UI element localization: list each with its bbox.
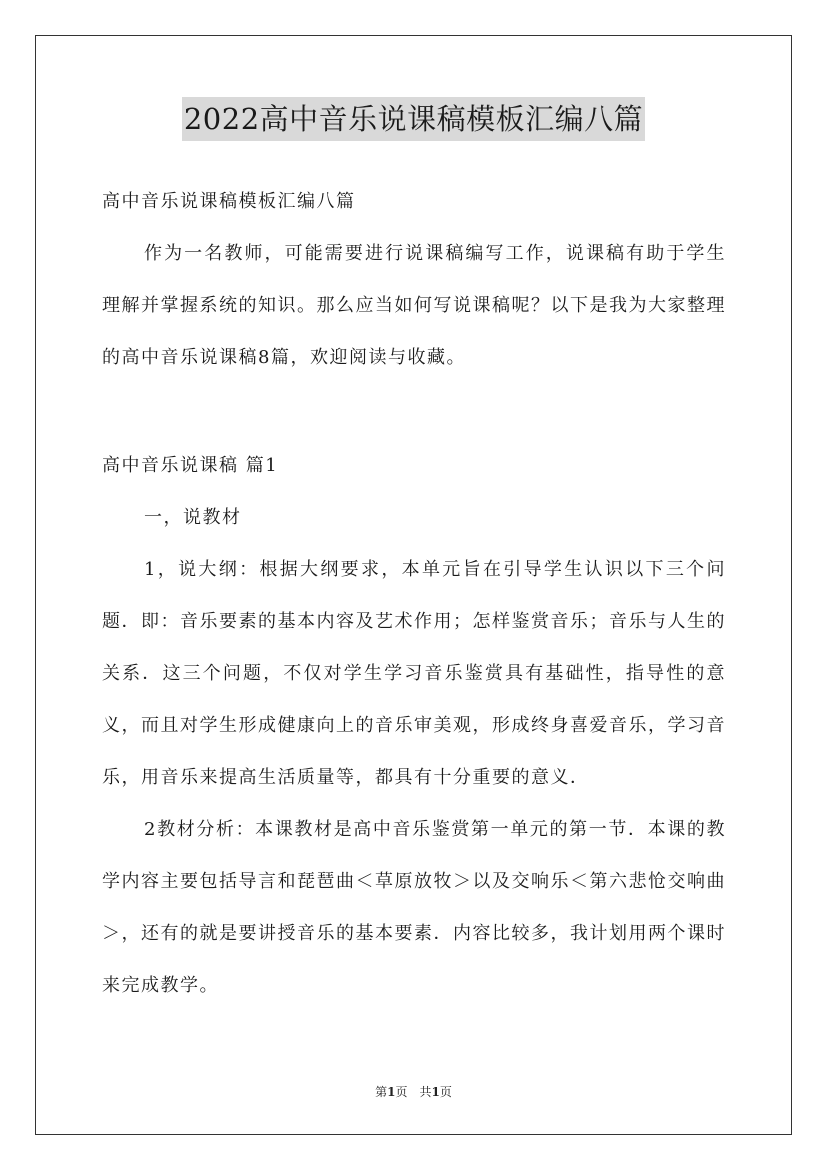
document-subtitle: 高中音乐说课稿模板汇编八篇 [102,191,356,212]
footer-suffix: 页 [439,1085,452,1099]
section-gap [102,384,726,440]
body-paragraph-1: 1，说大纲：根据大纲要求，本单元旨在引导学生认识以下三个问题．即：音乐要素的基本内容及艺术作用；怎样鉴赏音乐；音乐与人生的关系．这三个问题，不仅对学生学习音乐鉴赏具有基础性，指导性的意义，而且对学生形成健康向上的音乐审美观，形成终身喜爱音乐，学习音乐，用音乐来提高生活质量等，都具有十分重要的意义． [102,559,726,788]
title-container [0,97,827,141]
footer-prefix: 第 [375,1085,388,1099]
footer-page-total: 1 [431,1085,440,1099]
section-heading: 高中音乐说课稿 篇1 [102,455,279,476]
footer-page-current: 1 [387,1085,396,1099]
footer-mid: 页 共 [395,1085,432,1099]
body-paragraph-2: 2教材分析：本课教材是高中音乐鉴赏第一单元的第一节．本课的教学内容主要包括导言和琵琶曲＜草原放牧＞以及交响乐＜第六悲怆交响曲＞，还有的就是要讲授音乐的基本要素．内容比较多，我计划用两个课时来完成教学。 [102,819,726,996]
page-footer [0,1083,827,1100]
document-body [102,176,726,1012]
intro-paragraph: 作为一名教师，可能需要进行说课稿编写工作，说课稿有助于学生理解并掌握系统的知识。那么应当如何写说课稿呢？以下是我为大家整理的高中音乐说课稿8篇，欢迎阅读与收藏。 [102,243,726,368]
sub-heading: 一，说教材 [144,507,242,528]
document-title: 2022高中音乐说课稿模板汇编八篇 [182,97,645,141]
